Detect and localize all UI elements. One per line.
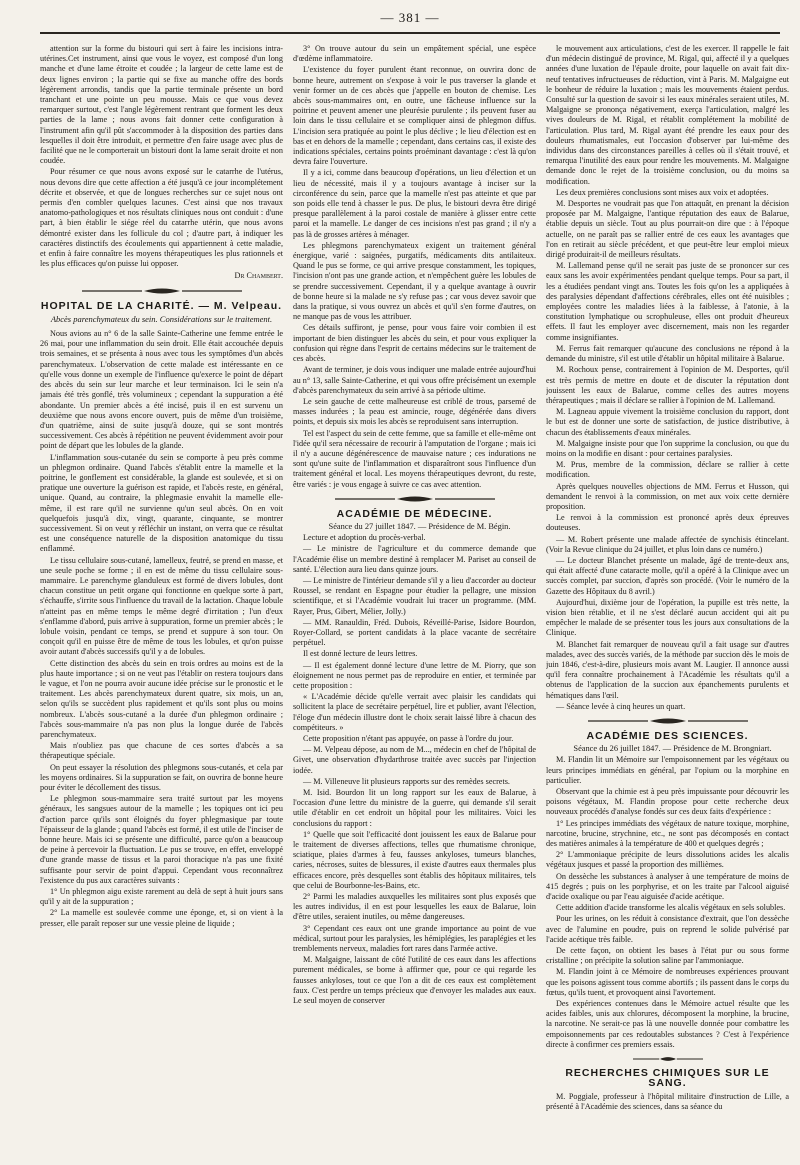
article-paragraph: 3° Cependant ces eaux ont une grande importance au point de vue médical, surtout pour les paralysies, les hémiplégies, les paraplégies et les tremblements nerveux, maladies fort rares dans l'armée active. (293, 923, 536, 954)
article-paragraph: Pour les urines, on les réduit à consistance d'extrait, que l'on dessèche avec de l'alumine en poudre, puis on reprend le solide pulvérisé par l'acide acétique très faible. (546, 914, 789, 944)
article-paragraph: Des expériences contenues dans le Mémoire actuel résulte que les acides faibles, unis aux chlorures, décomposent la morphine, la brucine, la narcotine. Ne serait-ce pas là une nouvelle donnée pour combattre les empoisonnements par ces redoutables substances ? C'est à l'expérience directe à confirmer ces premiers essais. (546, 999, 789, 1049)
article-paragraph: Mais n'oubliez pas que chacune de ces sortes d'abcès a sa thérapeutique spéciale. (40, 741, 283, 761)
section-title: HOPITAL DE LA CHARITÉ. — M. Velpeau. (40, 299, 283, 312)
section-title: ACADÉMIE DE MÉDECINE. (336, 507, 493, 520)
article-paragraph: 2° La mamelle est soulevée comme une éponge, et, si on vient à la presser, elle paraît reposer sur une vessie pleine de liquide ; (40, 908, 283, 928)
article-paragraph: 2° L'ammoniaque précipite de leurs dissolutions acides les alcalis végétaux jusques et passé la proportion des millièmes. (546, 850, 789, 870)
article-paragraph: M. Rochoux pense, contrairement à l'opinion de M. Desportes, qu'il est très permis de mettre en doute et de discuter la réputation dont jouissent les eaux de Balarue, comme celles des autres moyens thérapeutiques ; mais il déclare se rallier à l'opinion de M. Lallemand. (546, 365, 789, 405)
article-paragraph: On peut essayer la résolution des phlegmons sous-cutanés, et cela par les moyens ordinaires. Si la suppuration se fait, on ouvrira de bonne heure pour éviter le décollement des tissus. (40, 762, 283, 793)
column-2 (293, 44, 536, 1156)
article-paragraph: De cette façon, on obtient les bases à l'état pur ou sous forme cristalline ; on précipite la solution saline par l'ammoniaque. (546, 946, 789, 966)
article-paragraph: Cette addition d'acide transforme les alcalis végétaux en sels solubles. (556, 903, 786, 913)
section-divider (633, 1056, 703, 1062)
article-paragraph: 2° Parmi les maladies auxquelles les militaires sont plus exposés que les autres individus, il en est pour lesquelles les eaux de Balarue, loin d'être utiles, seraient inutiles, ou même dangereuses. (293, 892, 536, 922)
section-subtitle: Abcès parenchymateux du sein. Considérations sur le traitement. (50, 313, 273, 324)
section-divider (82, 287, 242, 295)
article-paragraph: Aujourd'hui, dixième jour de l'opération, la pupille est très nette, la vision bien rétablie, et il ne s'est déclaré aucun accident qui ait pu empêcher le malade de se présenter tous les jours aux consultations de la Clinique. (546, 597, 789, 638)
article-paragraph: L'existence du foyer purulent étant reconnue, on ouvrira donc de bonne heure, autrement on s'expose à voir le pus traverser la glande et venir former un de ces abcès que j'appelle en bouton de chemise. Les abcès sous-mammaires ont, en outre, une fâcheuse influence sur la poitrine et peuvent amener une pleurésie purulente ; ils peuvent fuser au loin dans le tissu cellulaire et se compliquer ainsi de phlegmon diffus. L'incision sera pratiquée au point le plus déclive ; le lieu d'élection est en bas et en dehors de la mamelle ; cependant, dans certains cas, il existe des indications spéciales, certains points proéminant davantage : c'est là qu'on devra faire l'ouverture. (293, 65, 536, 167)
article-paragraph: attention sur la forme du bistouri qui sert à faire les incisions intra-utérines.Cet instrument, ainsi que vous le voyez, est composé d'un long manche et d'une lame étroite et coudée ; la largeur de cette lame est de deux lignes environ ; la partie qui se fixe au manche offre des bords légèrement arrondis, tandis que la partie terminale présente un bord tranchant et une pointe un peu mousse. Mais ce que vous devez remarquer surtout, c'est l'angle légèrement rentrant que forment les deux parties de la lame ; nous avons fait donner cette configuration à l'instrument afin qu'il pût s'accommoder à la disposition des parties dans lesquelles il doit être introduit, et permettre d'en faire usage avec plus de facilité que ne le comporterait un bistouri dont la lame serait droite et non coudée. (40, 44, 283, 166)
article-paragraph: Le sein gauche de cette malheureuse est criblé de trous, parsemé de masses indurées ; la peau est amincie, rouge, dégénérée dans divers points, et depuis six mois les abcès se reproduisent sans interruption. (293, 396, 536, 427)
session-line: Séance du 27 juillet 1847. — Présidence de M. Bégin. (328, 521, 511, 531)
section-title: ACADÉMIE DES SCIENCES. (586, 730, 749, 742)
article-paragraph: Les deux premières conclusions sont mises aux voix et adoptées. (556, 187, 769, 197)
article-paragraph: — Le ministre de l'intérieur demande s'il y a lieu d'accorder au docteur Roussel, se rendant en Espagne pour étudier la pellagre, une mission scientifique, et si l'Académie voudrait lui tracer un programme. (MM. Rayer, Prus, Gibert, Mélier, Jolly.) (293, 575, 536, 616)
article-paragraph: — M. Villeneuve lit plusieurs rapports sur des remèdes secrets. (303, 776, 510, 786)
page-header (40, 6, 780, 34)
column-3 (546, 44, 789, 1156)
article-paragraph: On dessèche les substances à analyser à une température de moins de 415 degrés ; puis on les porphyrise, et on les traite par l'alcool aiguisé d'acide oxalique ou par l'eau aiguisée d'acide acétique. (546, 871, 789, 902)
article-paragraph: M. Ferrus fait remarquer qu'aucune des conclusions ne répond à la demande du ministre, s'il est utile d'établir un hôpital militaire à Balarue. (546, 343, 789, 364)
article-paragraph: 1° Quelle que soit l'efficacité dont jouissent les eaux de Balarue pour le traitement de diverses affections, telles que rhumatisme chronique, sciatique, plaies d'armes à feu, fausses ankyloses, tumeurs blanches, caries, nécroses, suites de blessures, il existe d'autres eaux thermales plus efficaces encore, près desquelles sont établis des hôpitaux militaires, tels que celui de Bourbonne-les-Bains, etc. (293, 829, 536, 890)
article-paragraph: Cette proposition n'étant pas appuyée, on passe à l'ordre du jour. (303, 734, 514, 743)
article-paragraph: Observant que la chimie est à peu près impuissante pour découvrir les poisons végétaux, M. Flandin propose pour cette recherche deux nouveaux procédés d'analyse fondés sur ces deux faits d'expérience : (546, 787, 789, 817)
article-paragraph: Le renvoi à la commission est prononcé après deux épreuves douteuses. (546, 513, 789, 533)
section-title: RECHERCHES CHIMIQUES SUR LE SANG. (565, 1067, 770, 1090)
article-paragraph: Le tissu cellulaire sous-cutané, lamelleux, feutré, se prend en masse, et une seule poche se forme ; il en est de même du tissu cellulaire sous-mammaire. Le parenchyme glanduleux est formé de divers lobules, dont chacun constitue un petit organe qui fonctionne en quelque sorte à part, s'échauffe, s'irrite sous l'influence du travail de la lactation. Chaque lobule n'atteint pas en même temps le même degré d'irritation ; l'un d'eux s'enflamme d'abord, puis arrive à suppuration, forme un premier abcès ; le lobule voisin, pendant ce temps, se prend et suppure à son tour. On conçoit qu'il en puisse être de même de tous les lobules, et qu'on puisse avoir autant d'abcès successifs qu'il y a de lobules. (40, 555, 283, 657)
article-paragraph: 3° On trouve autour du sein un empâtement spécial, une espèce d'œdème inflammatoire. (293, 44, 536, 64)
article-paragraph: L'inflammation sous-cutanée du sein se comporte à peu près comme un phlegmon ordinaire. Quand l'abcès s'établit entre la mamelle et la poitrine, le gonflement est considérable, la glande est soulevée, et si on pratique une ouverture la guérison est rapide, et l'abcès reste, en général, unique. Quand, au contraire, la phlegmasie envahit la mamelle elle-même, il est rare qu'il ne survienne qu'un seul abcès. On en voit quelquefois jusqu'à dix, vingt, quarante, cinquante, se montrer successivement. Si on veut y réfléchir un instant, on verra que ce résultat est une conséquence naturelle de la disposition anatomique du tissu enflammé. (40, 452, 283, 554)
article-paragraph: — Le docteur Blanchet présente un malade, âgé de trente-deux ans, qui était affecté d'une cataracte molle, qu'il a opéré à la Clinique avec un succès complet, par succion, d'après son procédé. (Voir le numéro de la Gazette des Hôpitaux du 8 avril.) (546, 555, 789, 596)
article-paragraph: — M. Robert présente une malade affectée de synchisis étincelant. (Voir la Revue clinique du 24 juillet, et plus loin dans ce numéro.) (546, 534, 789, 554)
article-paragraph: Ces détails suffiront, je pense, pour vous faire voir combien il est important de bien distinguer les abcès du sein, et pour vous expliquer la confusion qui règne dans l'esprit de certains médecins sur le traitement de ces abcès. (293, 323, 536, 364)
article-paragraph: « L'Académie décide qu'elle verrait avec plaisir les candidats qui sollicitent la place de secrétaire perpétuel, lire et publier, avant l'élection, l'éloge d'un médecin illustre dont le choix serait laissé libre à chacun des compétiteurs. » (293, 692, 536, 732)
article-paragraph: M. Lagneau appuie vivement la troisième conclusion du rapport, dont le but est de donner une sorte de satisfaction, de justice distributive, à chacun des établissements d'eaux minérales. (546, 407, 789, 437)
article-paragraph: M. Malgaigne insiste pour que l'on supprime la conclusion, ou que du moins on la modifie en disant : pour certaines paralysies. (546, 438, 789, 458)
columns (40, 44, 790, 1156)
article-paragraph: Nous avions au n° 6 de la salle Sainte-Catherine une femme entrée le 26 mai, pour une inflammation du sein droit. Elle était accouchée depuis trois semaines, et se présenta à nous avec tous les symptômes d'un abcès parenchymateux. L'observation de cette malade est intéressante en ce qu'elle vous donne un exemple de l'influence qu'exerce le point de départ des abcès du sein sur leur marche et leur terminaison. Ici le sein n'a jamais été très gonflé, très volumineux ; cependant la suppuration a été abondante. Un premier abcès a été incisé, puis il en est survenu un deuxième que nous avons encore ouvert, puis de même d'un troisième, d'un quatrième, ainsi de suite jusqu'à douze, qui se sont montrés successivement. Ces abcès à répétition ne peuvent évidemment avoir pour point de départ que les lobules de la glande. (40, 329, 283, 451)
article-paragraph: Cette distinction des abcès du sein en trois ordres au moins est de la plus haute importance ; si on ne veut pas l'établir on restera toujours dans le vague, et l'on ne pourra avoir aucune idée précise sur le pronostic et le traitement. Les abcès parenchymateux durent quatre, six mois, un an, selon qu'ils se succèdent plus rapidement et qu'ils sont plus ou moins nombreux. L'abcès sous-cutané a la durée d'un phlegmon ordinaire ; l'abcès sous-mammaire n'a pas non plus la longue durée de l'abcès parenchymateux. (40, 658, 283, 739)
article-paragraph: Il y a ici, comme dans beaucoup d'opérations, un lieu d'élection et un lieu de nécessité, mais il y a toujours avantage à inciser sur la circonférence du sein, parce que la mamelle n'est pas atteinte et que par son poids elle tend à chasser le pus. De plus, le bistouri devra être dirigé presque parallèlement à la paroi costale de manière à glisser entre cette paroi et la mamelle. Le danger de ces incisions n'est pas grand ; il n'y a pas là de grosses artères à ménager. (293, 168, 536, 239)
article-paragraph: 1° Un phlegmon aigu existe rarement au delà de sept à huit jours sans qu'il y ait de la suppuration ; (40, 887, 283, 907)
column-1 (40, 44, 283, 1156)
article-paragraph: Lecture et adoption du procès-verbal. (303, 533, 426, 543)
article-paragraph: Le phlegmon sous-mammaire sera traité surtout par les moyens généraux, les sangsues autour de la mamelle ; les topiques ont ici peu d'action parce qu'ils sont éloignés du foyer phlegmasique par toute l'épaisseur de la glande ; quand l'abcès est formé, il est utile de l'inciser de bonne heure. Mais ici se présente une difficulté, parce qu'on a beaucoup de peine à percevoir la fluctuation. Le pus se trouve, en effet, enveloppé d'une grande masse de tissus et la paroi thoracique n'a pas une fixité suffisante pour servir de point d'appui. Cependant vous reconnaîtrez l'existence du pus aux caractères suivants : (40, 794, 283, 885)
article-paragraph: Pour résumer ce que nous avons exposé sur le catarrhe de l'utérus, nous devons dire que cette affection a été jusqu'à ce jour incomplétement décrite et observée, et que de longues recherches sur ce sujet nous ont permis d'en combler quelques lacunes. C'est ainsi que nos travaux anatomo-pathologiques et nos résultats cliniques nous ont conduit : d'une part, à bien établir le siége réel du catarrhe utérin, que nous avons démontré exister dans les follicule du col ; d'autre part, à indiquer les caractères distinctifs des écoulements qui appartiennent à cette maladie, et enfin à faire connaître les moyens thérapeutiques les plus rationnels et les plus efficaces qu'on puisse lui opposer. (40, 167, 283, 269)
article-paragraph: — MM. Ranauldin, Fréd. Dubois, Réveillé-Parise, Isidore Bourdon, Royer-Collard, se portent candidats à la place vacante de secrétaire perpétuel. (293, 617, 536, 648)
article-paragraph: — Séance levée à cinq heures un quart. (556, 701, 686, 711)
section-divider (588, 717, 748, 725)
page-number: — 381 — (380, 10, 440, 25)
article-paragraph: M. Desportes ne voudrait pas que l'on attaquât, en prenant la décision proposée par M. Malgaigne, l'antique réputation des eaux de Balarue, établie depuis un siècle. Tout au plus pourrait-on dire que : à l'époque actuelle, on ne paraît pas se rallier entré de ces eaux les avantages que l'on en retirait au siècle précédent, et que peut-être leur emploi mieux dirigé produirait-il de meilleurs résultats. (546, 199, 789, 260)
article-paragraph: M. Flandin joint à ce Mémoire de nombreuses expériences prouvant que les poisons agissent tous comme abortifs ; ils passent dans le corps du fœtus, qu'ils tuent, et provoquent ainsi l'avortement. (546, 967, 789, 997)
session-line: Séance du 26 juillet 1847. — Présidence de M. Brongniart. (573, 744, 772, 754)
article-paragraph: Les phlegmons parenchymateux exigent un traitement général énergique, varié : saignées, purgatifs, médicaments dits antilaiteux. Quand le pus se forme, ce qui arrive presque constamment, les topiques, l'incision n'ont pas une grande action, et n'empêchent guère les lobules de se prendre successivement. Cependant, il y a quelque avantage à ouvrir de bonne heure si la malade ne s'y refuse pas ; car vous devez savoir que dans la pratique, si vous ouvrez un abcès et qu'il s'en forme d'autres, on ne manque pas de vous les attribuer. (293, 240, 536, 322)
article-paragraph: M. Blanchet fait remarquer de nouveau qu'il a fait usage sur d'autres malades, avec des succès variés, de la méthode par succion dès le mois de juin 1846, c'est-à-dire, plusieurs mois avant M. Laugier. Il annonce aussi qu'il fera connaître prochainement à l'Académie les résultats qu'il a obtenus de l'application de la succion aux épanchements purulents et hématiques dans l'œil. (546, 639, 789, 700)
article-paragraph: M. Poggiale, professeur à l'hôpital militaire d'instruction de Lille, a présenté à l'Académie des sciences, dans sa séance du (546, 1091, 789, 1111)
article-paragraph: M. Prus, membre de la commission, déclare se rallier à cette modification. (546, 460, 789, 480)
article-paragraph: 1° Les principes immédiats des végétaux de nature toxique, morphine, narcotine, brucine, strychnine, etc., ne sont pas décomposés en contact des matières animales à la température de 400 et quelques degrés ; (546, 818, 789, 849)
article-paragraph: — Le ministre de l'agriculture et du commerce demande que l'Académie élise un membre destiné à remplacer M. Pariset au conseil de santé. L'élection aura lieu dans quinze jours. (293, 544, 536, 574)
article-paragraph: M. Malgaigne, laissant de côté l'utilité de ces eaux dans les affections purement médicales, se borne à affirmer que, pour ce qui regarde les fausses ankyloses, tout ce que l'on a dit de ces eaux est complètement faux. C'est perdre un temps précieux que d'envoyer les malades aux eaux. Le seul moyen de conserver (293, 955, 536, 1006)
article-paragraph: Il est donné lecture de leurs lettres. (303, 649, 418, 659)
article-paragraph: le mouvement aux articulations, c'est de les exercer. Il rappelle le fait d'un médecin distingué de province, M. Rigal, qui, affecté il y a quelques années d'une luxation de l'épaule droite, pour laquelle on avait fait dix-neuf tentatives infructueuses de réduction, vint à Paris. M. Malgaigne eut le bonheur de réduire la luxation ; mais les mouvements étaient perdus. Consulté sur la question de savoir si les eaux minérales seraient utiles, M. Malgaigne se prononça négativement, exerça l'articulation, malgré les vives douleurs de M. Rigal, et rétablit complétement la mobilité de l'articulation. Plus tard, M. Rigal ayant été prendre les eaux pour des douleurs rhumatismales, eut l'occasion d'observer par lui-même des individus dans des circonstances pareilles à celles où il s'était trouvé, et remarqua l'inutilité des eaux pour rendre les mouvements. M. Malgaigne demande donc le rejet de la troisième conclusion, ou du moins sa modification. (546, 44, 789, 186)
article-paragraph: M. Flandin lit un Mémoire sur l'empoisonnement par les végétaux ou leurs principes immédiats en général, par l'opium ou la morphine en particulier. (546, 755, 789, 785)
section-divider (335, 495, 495, 503)
article-paragraph: Tel est l'aspect du sein de cette femme, que sa famille et elle-même ont l'idée qu'il sera nécessaire de recourir à l'amputation de l'organe ; mais ici il n'y a aucune dégénérescence de mauvaise nature ; ces indurations ne sont qu'une suite de l'inflammation et disparaîtront sous l'influence d'un traitement général et local. Les moyens thérapeutiques devront, du reste, être variés : je vous engage à suivre ce cas avec attention. (293, 428, 536, 489)
author-signature: Dr Chambert. (234, 271, 283, 281)
article-paragraph: — Il est également donné lecture d'une lettre de M. Piorry, que son éloignement ne nous permet pas de reproduire en entier, et terminée par cette proposition : (293, 660, 536, 690)
article-paragraph: Après quelques nouvelles objections de MM. Ferrus et Husson, qui demandent le renvoi à la commission, on met aux voix cette dernière proposition. (546, 481, 789, 511)
article-paragraph: Avant de terminer, je dois vous indiquer une malade entrée aujourd'hui au n° 13, salle Sainte-Catherine, et qui vous offre précisément un exemple d'abcès parenchymateux du sein arrivé à sa période ultime. (293, 365, 536, 395)
article-paragraph: M. Lallemand pense qu'il ne serait pas juste de se prononcer sur ces eaux sans les avoir expérimentées pendant quelque temps. Pour sa part, il les a étudiées pendant vingt ans. Toutes les fois qu'on les a appliquées à des paralysies dépendant d'affections cérébrales, elles ont été nuisibles ; employées contre les maladies liées à la faiblesse, à l'atonie, à la constitution lymphatique ou scrophuleuse, elles ont produit d'heureux effets. Il faut les employer avec discernement, mais non les regarder comme insignifiantes. (546, 261, 789, 342)
article-paragraph: M. Isid. Bourdon lit un long rapport sur les eaux de Balarue, à l'occasion d'une lettre du ministre de la guerre, qui demande s'il serait utile d'établir en cet endroit un hôpital pour les militaires. Voici les conclusions du rapport : (293, 788, 536, 828)
article-paragraph: — M. Velpeau dépose, au nom de M..., médecin en chef de l'hôpital de Givet, une observation d'hydarthrose traitée avec succès par l'injection iodée. (293, 745, 536, 775)
